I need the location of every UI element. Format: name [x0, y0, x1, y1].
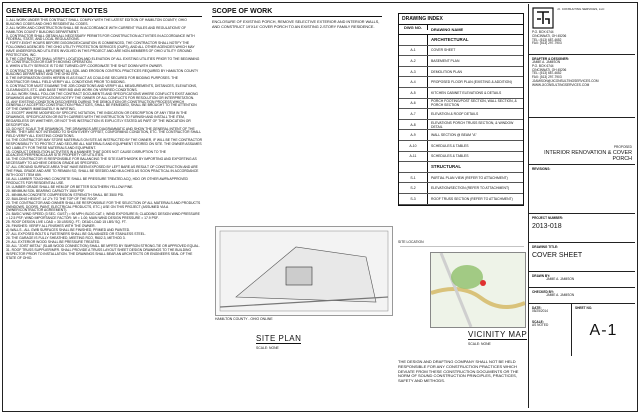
index-row: [399, 88, 523, 99]
drafter-section: [529, 55, 635, 118]
general-note: 16. THE CONTRACTOR IS RESPONSIBLE FOR BALANCING THE SITE EARTHWORK BY IMPORTING AND EXPORTING AS NECESSARY TO ACHIEVE DESIGN GRADE AS SPECIFIED.: [6, 157, 197, 166]
general-project-notes: [6, 6, 202, 404]
disclaimer-text: THE DESIGN AND DRAFTING COMPANY SHALL NOT BE HELD RESPONSIBLE FOR ANY CONSTRUCTION PRACTICES WHICH DEVIATE FROM THESE CONSTRUCTION DOCUMENTS OR THE NORM OF SOUND CONSTRUCTION PRINCIPLES, PRACTICES, SAFETY AND METHODS.: [398, 359, 519, 384]
sheet-number-column: [572, 304, 635, 356]
checked-by-label: CHECKED BY:: [532, 290, 554, 294]
site-location-label: SITE LOCATION: [398, 240, 424, 244]
index-section-name: ARCHITECTURAL: [431, 37, 469, 43]
index-row: [399, 67, 523, 78]
revisions-section: [529, 165, 635, 214]
general-note: 19. LUMBER GRADE SHALL BE HEM-DF OR BETTER SOUTHERN YELLOW PINE.: [6, 184, 134, 189]
drawing-index-header: [399, 25, 523, 35]
scope-of-work: [212, 8, 382, 29]
vicinity-map-title: VICINITY MAP: [468, 330, 528, 339]
index-dwg-name: SCHEDULES & TABLES: [431, 154, 469, 159]
index-dwg-no: S-2: [399, 183, 428, 193]
date-value: 05/25/2014: [532, 309, 548, 313]
site-plan-drawing: [215, 226, 393, 316]
index-row: [399, 141, 523, 152]
drafter-line: TEL: (513) 687-4652: [532, 71, 562, 76]
sheet-number: A-1: [589, 322, 618, 339]
index-dwg-no: A-9: [399, 130, 428, 140]
general-note: 17. ALL GROUND SURFACE AREA THAT HAVE BEEN EXPOSED BY LEFT BARE AS RESULT OF CONSTRUCTION AND ARE THE FINAL GRADE AND ARE TO REMAIN SO, SHALL BE SEEDED AND MULCHED AS SOON PRACTICAL IN ACCORDANCE WITH GOOT ITEM 659.: [6, 165, 199, 177]
project-number-section: [529, 214, 635, 243]
index-row: [399, 173, 523, 184]
drafter-info: [532, 61, 632, 88]
drawing-index-title: DRAWING INDEX: [399, 14, 523, 25]
general-note: 20. MINIMUM SOIL BEARING CAPACITY 1500 PSF.: [6, 188, 85, 193]
general-note: 18. ALL LUMBER TOUCHING CONCRETE SHALL BE PRESSURE TREATED ACQ, HDO OR OTHER AWPA APPROVED PRODUCTS FOR RESIDENTIAL USE.: [6, 176, 188, 185]
drafter-line: CINCINNATI, OH 45206: [532, 67, 567, 72]
project-number-label: PROJECT NUMBER:: [532, 216, 563, 220]
general-note: 12. EXCEPT WHERE MODIFIED BY SPECIFIC NOTATION, THE INDICATION OR DESCRIPTION OF ANY ITEM IN THE DRAWINGS, SPECIFICATION OR BOTH CARRIES WITH THE INSTRUCTION TO FURNISH AND INSTALL THE ITEM, REGARDLESS OR WHETHER, OR NOT THIS INSTRUCTION IS EXPLICITLY STATED AS PART OF THE INDICATION OR DESCRIPTION.: [6, 111, 191, 127]
index-dwg-name: KITCHEN CABINET ELEVATIONS & DETAILS: [431, 90, 502, 95]
contact-line: P.O. BOX 6744: [532, 30, 554, 34]
general-note: 25. ROOF DESIGN LIVE LOAD = 30 LBS/SQ. FT.; DEAD LOAD 15 LBS/ SQ. FT.: [6, 220, 127, 225]
general-note: 21. MINIMUM CONCRETE COMPRESSION STRENGTH SHALL BE 3500 PSI.: [6, 192, 125, 197]
drafter-line: JAMIE A. JAMISON: [532, 60, 561, 64]
index-row: [399, 46, 523, 57]
drawing-title-section: [529, 243, 635, 272]
project-label: PROPOSED: [613, 145, 632, 150]
index-row: [399, 99, 523, 110]
drawing-index-table: [398, 13, 524, 206]
index-dwg-no: A-7: [399, 109, 428, 119]
scale-value: AS NOTED: [532, 322, 549, 327]
scope-title: SCOPE OF WORK: [212, 8, 382, 17]
drafter-line: JJAMISON@JICONSULTINGSERVICES.COM: [532, 78, 599, 83]
index-dwg-no: A-5: [399, 88, 428, 98]
index-row: [399, 130, 523, 141]
index-row: [399, 152, 523, 163]
drawn-by-section: [529, 272, 635, 288]
index-dwg-name: SCHEDULES & TABLES: [431, 143, 469, 148]
general-note: 26. FINISHES: VERIFY ALL FINISHES WITH THE OWNER.: [6, 224, 96, 229]
index-dwg-name: BASEMENT PLAN: [431, 58, 460, 63]
county-caption: HAMILTON COUNTY - OHIO ONLINE: [215, 317, 273, 321]
drafter-line: WWW.JICONSULTINGSERVICES.COM: [532, 82, 590, 87]
index-dwg-name: PORCH FOOTING/POST SECTION, WALL SECTION, & PORCH SECTION: [431, 99, 517, 108]
scope-text: ENCLOSURE OF EXISTING PORCH, REMOVE SELECTIVE EXTERIOR AND INTERIOR WALLS, AND CONSTRUCT 19'X14' COVER PORCH TO AN EXISTING 2-STORY FAMILY RESIDENCE.: [212, 20, 380, 29]
company-name: J.I. CONSULTING SERVICES, LLC: [557, 7, 605, 11]
general-note: 14. THE CONTRACTOR MAY STORE MATERIALS ON SITE AS INSTRUCTED BY THE OWNER, IF WILL BE THE CONTRACTOR RESPONSIBILITY TO PROTECT AND SECURE ALL MATERIALS AND EQUIPMENT STORED ON SITE. THE OWNER ASSUMES NO LIABILITY FOR THESE MATERIALS AND EQUIPMENT.: [6, 138, 202, 150]
title-block: [528, 4, 635, 408]
site-marker-icon: [480, 280, 486, 286]
general-note: 7. CONTRACTOR SHALL IMPLEMENT ALL SOIL AND EROSION CONTROL PRACTICES REQUIRED BY HAMILTON COUNTY BUILDING DEPARTMENT AND THE OHIO EPA.: [6, 68, 199, 77]
company-section: [529, 4, 635, 55]
index-section-heading: [399, 35, 523, 46]
company-contact: [532, 31, 566, 46]
index-dwg-no: S-3: [399, 194, 428, 204]
general-note: 8. THE INFORMATION GIVEN HEREIN IS AS EXACT AS COULD BE SECURED FOR BIDDING PURPOSES. THE CONTRACTOR SHALL FIELD VERIFY ALL CONDITIONS PRIOR TO BIDDING.: [6, 76, 178, 85]
index-dwg-no: A-3: [399, 67, 428, 77]
sheet-no-label: SHEET NO.: [575, 306, 593, 310]
drawing-title: COVER SHEET: [532, 252, 583, 259]
drawing-index-body: [399, 35, 523, 205]
date-sheet-section: [529, 304, 635, 356]
index-dwg-name: DEMOLITION PLAN: [431, 69, 462, 74]
site-plan-graphic: [216, 227, 392, 315]
index-dwg-no: A-10: [399, 141, 428, 151]
revisions-label: REVISIONS:: [532, 167, 551, 171]
vicinity-map-graphic: [431, 253, 525, 327]
general-note: 4. FORTY-EIGHT HOURS BEFORE DIGGING/EXCAVATION IS COMMENCED, THE CONTRACTOR SHALL NOTIFY THE FOLLOWING AGENCIES: THE OHIO UTILITY PROTECTION SERVICES (OUPS), AND ALL OTHER AGENCIES WHICH MAY HAVE UNDERGROUND UTILITIES INVOLVED IN THIS PROJECT AND ARE NON-MEMBERS OF OHIO UTILITY GROUND PROTECTION, INC.: [6, 41, 195, 57]
contact-line: TEL: (513) 687-4652: [532, 37, 562, 42]
index-dwg-no: A-8: [399, 120, 428, 130]
index-row: [399, 194, 523, 205]
scale-label: SCALE:: [532, 319, 544, 324]
index-dwg-no: A-2: [399, 56, 428, 66]
general-note: 31. ROOF TRUSS SUPPLIER/MFR. SHALL PROVIDE A TRUSS LAYOUT SHEET DESIGN DRAWINGS TO THE BUILDING INSPECTOR PRIOR TO INSTALLATION. THE DRAWINGS SHALL BEAR AN ARCHITECTS OR ENGINEERS SEAL OF THE STATE OF OHIO.: [6, 248, 193, 260]
date-scale-column: [529, 304, 572, 356]
general-note: 10. ALL WORK SHALL FOLLOW THE CONTRACT DOCUMENTS AND SPECIFICATIONS WHERE CONFLICTS EXIST AMONG DRAWINGS AND SPECIFICATIONS NOTIFY THE OWNER OF ALL CONFLICTS FOR RESOLUTION OR INTERPRETATION.: [6, 91, 198, 100]
index-dwg-name: ELEVATION & ROOF DETAILS: [431, 111, 479, 116]
index-dwg-name: WALL SECTION @ BEAM "A": [431, 133, 477, 138]
index-dwg-no: A-6: [399, 99, 428, 109]
index-dwg-name: PROPOSED FLOOR PLAN (EXISTING & ADDITION): [431, 80, 512, 85]
site-plan-scale: SCALE: NONE: [256, 346, 279, 350]
index-dwg-name: PARTIAL PLAN VIEW (REFER TO ATTACHMENT): [431, 175, 508, 180]
index-dwg-name: ROOF TRUSS SECTION (REFER TO ATTACHMENT): [431, 196, 513, 201]
index-dwg-no: A-1: [399, 46, 428, 56]
general-note: 30. ALL "JOIST METAL" (SLAB WOOD CONNECTION) SHALL BE MFRTD BY SIMPSON STRONG-TIE OR APPROVED EQUAL.: [6, 244, 200, 249]
index-row: [399, 120, 523, 131]
drawn-by: JAMIE A. JAMISON: [546, 277, 575, 281]
index-dwg-name: ELEVATIONS PORCH TRUSS SECTION, & WINDOW DETAIL: [431, 120, 514, 129]
general-note: 6. WHEN UTILITY SERVICE IS TO BE TURNED-OFF-COORDINATE THE SHUT DOWN WITH OWNER.: [6, 64, 163, 69]
general-note: 28. THE GARAGE IS FULLY SHEATHED, MEETING RCO, R602.3, METHOD 3.: [6, 236, 126, 241]
drawn-by-label: DRAWN BY:: [532, 274, 551, 278]
general-note: 15. CONDUCT DEMOLITION ACTIVITIES IN A MANNER THAT DOES NOT CAUSE DISRUPTION TO THE ADJACENT/PERPENDICULAR SITE PROPERTY OR UTILITIES.: [6, 149, 167, 158]
project-number: 2013-018: [532, 223, 562, 230]
drafter-label: DRAFTER & DESIGNER:: [532, 57, 570, 61]
index-section-name: STRUCTURAL: [431, 164, 461, 170]
site-plan-title: SITE PLAN: [256, 334, 302, 343]
date-label: DATE:: [532, 306, 542, 310]
notes-list: [6, 19, 202, 261]
index-section-heading: [399, 162, 523, 173]
general-note: 2. ALL WORK AND CONSTRUCTION SHALL BE IN ACCORDANCE WITH CURRENT 'RULES AND REGULATIONS' OF HAMILTON COUNTY BUILDING DEPARTMENT.: [6, 25, 187, 34]
notes-title: GENERAL PROJECT NOTES: [6, 6, 202, 17]
general-note: 11. ANY EXISTING CONDITION DISCOVERED DURING THE DEMOLITION OR CONSTRUCTION PROCESS WHICH GENERALLY ACCEPTED CONSTRUCTION PRACTICES, SHALL BE REMEDIED, SHALL BE BROUGHT TO THE ATTENTION OF THE OWNER IMMEDIATELY IN WRITING.: [6, 99, 197, 112]
index-row: [399, 109, 523, 120]
general-note: 27. ALL EXPOSED BOLTS & FASTENERS SHALL BE GALVANIZED OR STAINLESS STEEL.: [6, 232, 146, 237]
drafter-line: P.O. BOX 6744: [532, 63, 554, 68]
vicinity-map-scale: SCALE: NONE: [468, 342, 491, 346]
index-row: [399, 56, 523, 67]
general-note: 3. CONTRACTOR SHALL OBTAIN ALL NECESSARY PERMITS FOR CONSTRUCTION ACTIVITIES IN ACCORDANCE WITH FEDERAL, STATE, AND LOCAL REGULATIONS.: [6, 33, 195, 42]
col-drawing-name: DRAWING NAME: [431, 27, 464, 32]
project-name: INTERIOR RENOVATION & COVER PORCH: [544, 150, 632, 162]
index-dwg-no: A-11: [399, 152, 428, 162]
general-note: 5. THE CONTRACTOR SHALL VERIFY LOCATION AND ELEVATION OF ALL EXISTING UTILITIES PRIOR TO THE BEGINNING OF CONSTRUCTION OR EARTH MOVING OPERATION.: [6, 56, 200, 65]
drafter-line: FAX: (513) 297-7903: [532, 75, 562, 80]
index-dwg-no: S-1: [399, 173, 428, 183]
index-row: [399, 77, 523, 88]
index-dwg-name: ELEVATION/SECTION (REFER TO ATTACHMENT): [431, 186, 510, 191]
general-note: 29. ALL EXTERIOR WOOD SHALL BE PRESSURE TREATED.: [6, 240, 101, 245]
contact-line: FAX: (513) 297-7903: [532, 41, 562, 46]
index-dwg-no: A-4: [399, 77, 428, 87]
company-logo-icon: [532, 7, 554, 29]
vicinity-map: [430, 252, 526, 328]
general-note: 9. CONTRACTOR MUST EXAMINE THE JOB CONDITIONS AND VERIFY ALL MEASUREMENTS, DISTANCES, ELEVATIONS, CLEARANCES, ETC. AND BASE THEIR BID AND WORK ON VERIFIED CONDITIONS.: [6, 84, 197, 92]
col-dwg-no: DWG NO.: [399, 25, 428, 30]
general-note: 1. ALL WORK UNDER THIS CONTRACT SHALL COMPLY WITH THE LATEST EDITION OF HAMILTON COUNTY, OHIO BUILDING CODES AND OHIO RESIDENTIAL CODES.: [6, 18, 187, 26]
general-note: A) WALLS - ALL GWB SURFACES SHALL BE FINISHED, PRIMED AND PAINTED.: [6, 228, 131, 233]
index-row: [399, 183, 523, 194]
checked-by-section: [529, 288, 635, 304]
checked-by: JAMIE A. JAMISON: [546, 293, 575, 297]
drawing-title-label: DRAWING TITLE:: [532, 245, 559, 249]
general-note: 13. DO NOT SCALE THE DRAWINGS. THE DRAWINGS ARE DIAGRAMMATIC AND SHOW THE GENERAL INTENT OF THE WORK. THEY ARE NOT INTENDED TO SHOW EVERY OFFSET, CONFORMING CONDITION, ETC. THE CONTRACTOR SHALL FIELD VERIFY ALL EXISTING CONDITIONS.: [6, 126, 201, 139]
general-note: 24. BASIC WIND SPEED (3 SEC. GUST) = 90 MPH; BLDG CAT. I; WIND EXPOSURE B; CLADDING DESIGN WIND PRESSURE = 12.5 PSF; WIND IMPORTANCE FACTOR: IW = 1.00; MAIN WIND DESIGN PRESSURE = 17.9 PSF.: [6, 212, 200, 221]
index-dwg-name: COVER SHEET: [431, 48, 456, 53]
project-section: [529, 118, 635, 165]
contact-line: CINCINNATI, OH 45206: [532, 33, 567, 38]
general-note: 23. THE CONTRACTOR AND OWNER SHALL BE RESPONSIBLE FOR THE SELECTION OF ALL MATERIALS AND PRODUCTS (WINDOWS, DOORS, PAINT, ELECTRICAL PRODUCTS, ETC.) USE ON THIS PROJECT (ASSUMED VIA A OWNER/CONTRACTOR AGREEMENT).: [6, 200, 201, 213]
general-note: 22. BUILDING HEIGHT: 14'-2"± TO THE TOP OF THE ROOF.: [6, 196, 98, 201]
